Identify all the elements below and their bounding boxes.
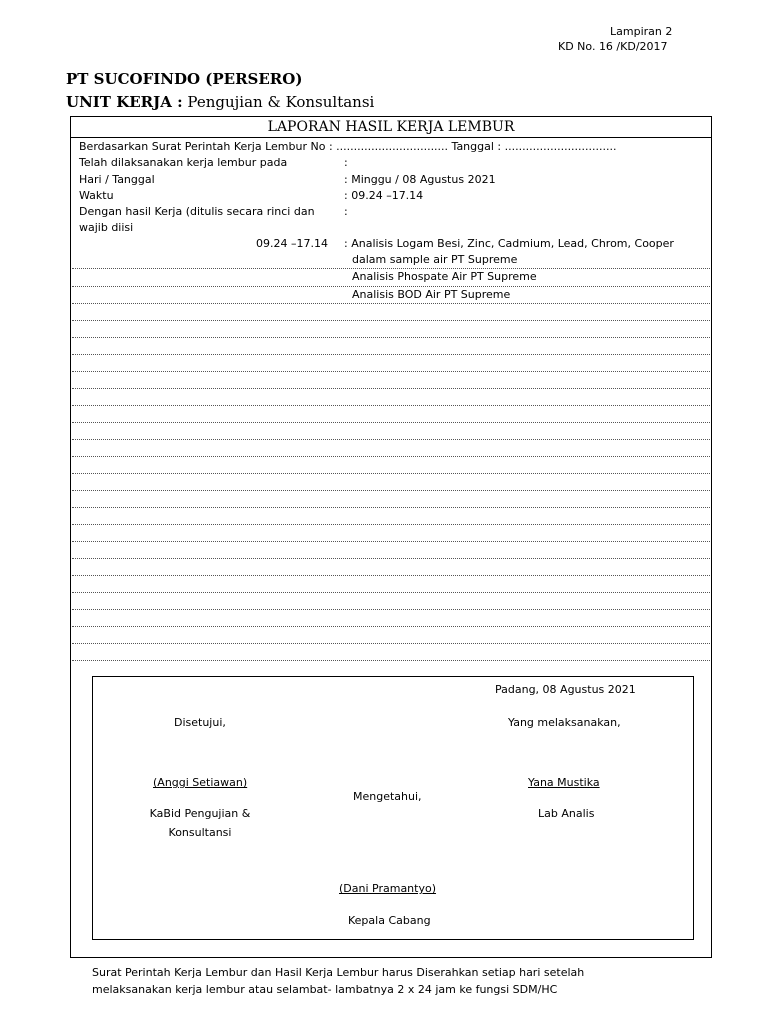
approver-title-line1: KaBid Pengujian & (149, 807, 251, 820)
task-line-2: Analisis Phospate Air PT Supreme (352, 270, 537, 283)
executor-title: Lab Analis (538, 807, 595, 820)
writing-line (72, 609, 710, 610)
writing-line (72, 507, 710, 508)
footer-note-line2: melaksanakan kerja lembur atau selambat- lambatnya 2 x 24 jam ke fungsi SDM/HC (92, 983, 558, 996)
footer-note-line1: Surat Perintah Kerja Lembur dan Hasil Kerja Lembur harus Diserahkan setiap hari setelah (92, 966, 585, 979)
approver-name: (Anggi Setiawan) (153, 776, 248, 789)
executor-name: Yana Mustika (528, 776, 600, 789)
surat-row (79, 140, 617, 154)
task-line-1: : Analisis Logam Besi, Zinc, Cadmium, Lead, Chrom, Cooper (344, 237, 674, 250)
acknowledged-label: Mengetahui, (353, 790, 422, 803)
work-unit-label: UNIT KERJA : (66, 93, 183, 111)
writing-line (72, 268, 710, 269)
writing-line (72, 541, 710, 542)
telah-label: Telah dilaksanakan kerja lembur pada (79, 156, 288, 169)
writing-line (72, 473, 710, 474)
approver-title-line2: Konsultansi (168, 826, 232, 839)
hari-value: : Minggu / 08 Agustus 2021 (344, 173, 496, 186)
lampiran-label: Lampiran 2 (610, 25, 673, 38)
writing-line (72, 405, 710, 406)
company-name: PT SUCOFINDO (PERSERO) (66, 70, 303, 88)
writing-line (72, 558, 710, 559)
writing-line (72, 660, 710, 661)
writing-line (72, 626, 710, 627)
branch-head-title: Kepala Cabang (348, 914, 431, 927)
writing-line (72, 354, 710, 355)
hasil-label-line2: wajib diisi (79, 221, 134, 234)
writing-line (72, 456, 710, 457)
writing-line (72, 371, 710, 372)
surat-label: Berdasarkan Surat Perintah Kerja Lembur No : (79, 140, 333, 153)
writing-line (72, 490, 710, 491)
kd-number: KD No. 16 /KD/2017 (558, 40, 668, 53)
work-unit (66, 93, 374, 111)
writing-line (72, 337, 710, 338)
writing-line (72, 320, 710, 321)
branch-head-name: (Dani Pramantyo) (339, 882, 437, 895)
writing-line (72, 388, 710, 389)
task-time: 09.24 –17.14 (256, 237, 328, 250)
hari-label: Hari / Tanggal (79, 173, 155, 186)
writing-line (72, 422, 710, 423)
hasil-label-line1: Dengan hasil Kerja (ditulis secara rinci dan (79, 205, 315, 218)
executor-label: Yang melaksanakan, (508, 716, 621, 729)
telah-value: : (344, 156, 348, 169)
writing-line (72, 303, 710, 304)
tanggal-field[interactable]: ................................ (504, 140, 617, 153)
writing-line (72, 286, 710, 287)
task-line-1b: dalam sample air PT Supreme (352, 253, 518, 266)
surat-no-field[interactable]: ................................ (336, 140, 449, 153)
waktu-label: Waktu (79, 189, 114, 202)
task-line-3: Analisis BOD Air PT Supreme (352, 288, 511, 301)
work-unit-value: Pengujian & Konsultansi (187, 93, 375, 111)
writing-line (72, 592, 710, 593)
hasil-colon: : (344, 205, 348, 218)
waktu-value: : 09.24 –17.14 (344, 189, 424, 202)
writing-line (72, 643, 710, 644)
place-date: Padang, 08 Agustus 2021 (495, 683, 636, 696)
writing-line (72, 575, 710, 576)
tanggal-label: Tanggal : (451, 140, 502, 153)
approved-label: Disetujui, (174, 716, 226, 729)
writing-line (72, 439, 710, 440)
writing-line (72, 524, 710, 525)
form-title: LAPORAN HASIL KERJA LEMBUR (71, 117, 711, 138)
